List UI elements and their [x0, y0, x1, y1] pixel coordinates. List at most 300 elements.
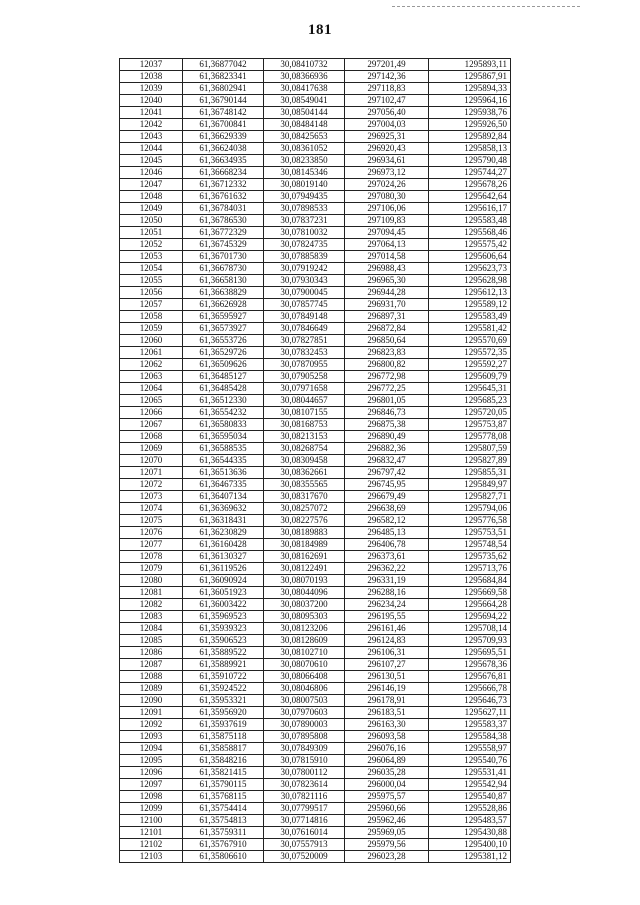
point-number-cell: 12084	[120, 623, 183, 635]
point-number-cell: 12052	[120, 239, 183, 251]
x-coordinate-cell: 297106,06	[345, 203, 429, 215]
table-row	[120, 311, 511, 323]
table-row	[120, 551, 511, 563]
latitude-cell: 61,35754414	[183, 803, 264, 815]
y-coordinate-cell: 1295669,58	[429, 587, 511, 599]
point-number-cell: 12079	[120, 563, 183, 575]
x-coordinate-cell: 296130,51	[345, 671, 429, 683]
table-row	[120, 59, 511, 71]
table-row	[120, 503, 511, 515]
point-number-cell: 12068	[120, 431, 183, 443]
longitude-cell: 30,08227576	[264, 515, 345, 527]
table-row	[120, 587, 511, 599]
latitude-cell: 61,35767910	[183, 839, 264, 851]
table-row	[120, 479, 511, 491]
latitude-cell: 61,36160428	[183, 539, 264, 551]
x-coordinate-cell: 296772,98	[345, 371, 429, 383]
point-number-cell: 12062	[120, 359, 183, 371]
x-coordinate-cell: 297102,47	[345, 95, 429, 107]
point-number-cell: 12100	[120, 815, 183, 827]
table-row	[120, 455, 511, 467]
longitude-cell: 30,08122491	[264, 563, 345, 575]
y-coordinate-cell: 1295778,08	[429, 431, 511, 443]
table-row	[120, 83, 511, 95]
latitude-cell: 61,36529726	[183, 347, 264, 359]
y-coordinate-cell: 1295713,76	[429, 563, 511, 575]
longitude-cell: 30,08366936	[264, 71, 345, 83]
point-number-cell: 12069	[120, 443, 183, 455]
longitude-cell: 30,08309458	[264, 455, 345, 467]
latitude-cell: 61,36553726	[183, 335, 264, 347]
latitude-cell: 61,36509626	[183, 359, 264, 371]
longitude-cell: 30,07919242	[264, 263, 345, 275]
longitude-cell: 30,07520009	[264, 851, 345, 863]
longitude-cell: 30,07557913	[264, 839, 345, 851]
point-number-cell: 12037	[120, 59, 183, 71]
latitude-cell: 61,35768115	[183, 791, 264, 803]
latitude-cell: 61,36634935	[183, 155, 264, 167]
point-number-cell: 12074	[120, 503, 183, 515]
x-coordinate-cell: 296925,31	[345, 131, 429, 143]
y-coordinate-cell: 1295531,41	[429, 767, 511, 779]
point-number-cell: 12083	[120, 611, 183, 623]
x-coordinate-cell: 296076,16	[345, 743, 429, 755]
x-coordinate-cell: 296872,84	[345, 323, 429, 335]
point-number-cell: 12071	[120, 467, 183, 479]
y-coordinate-cell: 1295776,58	[429, 515, 511, 527]
latitude-cell: 61,36003422	[183, 599, 264, 611]
point-number-cell: 12044	[120, 143, 183, 155]
latitude-cell: 61,36823341	[183, 71, 264, 83]
latitude-cell: 61,36090924	[183, 575, 264, 587]
longitude-cell: 30,07900045	[264, 287, 345, 299]
table-row	[120, 215, 511, 227]
latitude-cell: 61,36701730	[183, 251, 264, 263]
x-coordinate-cell: 297004,03	[345, 119, 429, 131]
x-coordinate-cell: 296875,38	[345, 419, 429, 431]
y-coordinate-cell: 1295606,64	[429, 251, 511, 263]
point-number-cell: 12073	[120, 491, 183, 503]
latitude-cell: 61,36485127	[183, 371, 264, 383]
x-coordinate-cell: 296183,51	[345, 707, 429, 719]
table-row	[120, 299, 511, 311]
latitude-cell: 61,35910722	[183, 671, 264, 683]
table-row	[120, 659, 511, 671]
x-coordinate-cell: 295962,46	[345, 815, 429, 827]
longitude-cell: 30,08007503	[264, 695, 345, 707]
y-coordinate-cell: 1295581,42	[429, 323, 511, 335]
longitude-cell: 30,08145346	[264, 167, 345, 179]
longitude-cell: 30,08484148	[264, 119, 345, 131]
y-coordinate-cell: 1295572,35	[429, 347, 511, 359]
x-coordinate-cell: 296850,64	[345, 335, 429, 347]
x-coordinate-cell: 296023,28	[345, 851, 429, 863]
x-coordinate-cell: 296331,19	[345, 575, 429, 587]
x-coordinate-cell: 296064,89	[345, 755, 429, 767]
point-number-cell: 12067	[120, 419, 183, 431]
longitude-cell: 30,08102710	[264, 647, 345, 659]
latitude-cell: 61,36544335	[183, 455, 264, 467]
longitude-cell: 30,07970603	[264, 707, 345, 719]
latitude-cell: 61,36629339	[183, 131, 264, 143]
table-row	[120, 575, 511, 587]
longitude-cell: 30,08417638	[264, 83, 345, 95]
longitude-cell: 30,08189883	[264, 527, 345, 539]
point-number-cell: 12093	[120, 731, 183, 743]
table-row	[120, 323, 511, 335]
y-coordinate-cell: 1295827,71	[429, 491, 511, 503]
y-coordinate-cell: 1295694,22	[429, 611, 511, 623]
table-row	[120, 755, 511, 767]
longitude-cell: 30,08184989	[264, 539, 345, 551]
x-coordinate-cell: 296163,30	[345, 719, 429, 731]
table-row	[120, 491, 511, 503]
latitude-cell: 61,35889522	[183, 647, 264, 659]
table-row	[120, 431, 511, 443]
longitude-cell: 30,07810032	[264, 227, 345, 239]
coordinates-table	[119, 58, 511, 863]
x-coordinate-cell: 296832,47	[345, 455, 429, 467]
x-coordinate-cell: 297064,13	[345, 239, 429, 251]
longitude-cell: 30,08410732	[264, 59, 345, 71]
y-coordinate-cell: 1295583,48	[429, 215, 511, 227]
x-coordinate-cell: 295979,56	[345, 839, 429, 851]
x-coordinate-cell: 296745,95	[345, 479, 429, 491]
longitude-cell: 30,07823614	[264, 779, 345, 791]
table-row	[120, 839, 511, 851]
point-number-cell: 12080	[120, 575, 183, 587]
y-coordinate-cell: 1295695,51	[429, 647, 511, 659]
longitude-cell: 30,08213153	[264, 431, 345, 443]
y-coordinate-cell: 1295676,81	[429, 671, 511, 683]
table-row	[120, 95, 511, 107]
point-number-cell: 12041	[120, 107, 183, 119]
point-number-cell: 12047	[120, 179, 183, 191]
table-row	[120, 359, 511, 371]
point-number-cell: 12049	[120, 203, 183, 215]
longitude-cell: 30,07971658	[264, 383, 345, 395]
table-row	[120, 155, 511, 167]
table-row	[120, 563, 511, 575]
latitude-cell: 61,35858817	[183, 743, 264, 755]
x-coordinate-cell: 297014,58	[345, 251, 429, 263]
point-number-cell: 12039	[120, 83, 183, 95]
latitude-cell: 61,36784031	[183, 203, 264, 215]
longitude-cell: 30,07895808	[264, 731, 345, 743]
y-coordinate-cell: 1295568,46	[429, 227, 511, 239]
y-coordinate-cell: 1295664,28	[429, 599, 511, 611]
longitude-cell: 30,07616014	[264, 827, 345, 839]
longitude-cell: 30,08128609	[264, 635, 345, 647]
longitude-cell: 30,07898533	[264, 203, 345, 215]
table-row	[120, 71, 511, 83]
x-coordinate-cell: 296944,28	[345, 287, 429, 299]
longitude-cell: 30,08168753	[264, 419, 345, 431]
header-rule	[392, 6, 580, 7]
x-coordinate-cell: 297142,36	[345, 71, 429, 83]
longitude-cell: 30,07930343	[264, 275, 345, 287]
latitude-cell: 61,35821415	[183, 767, 264, 779]
table-row	[120, 227, 511, 239]
longitude-cell: 30,08037200	[264, 599, 345, 611]
longitude-cell: 30,08361052	[264, 143, 345, 155]
longitude-cell: 30,08504144	[264, 107, 345, 119]
page-number: 181	[308, 22, 332, 38]
longitude-cell: 30,07870955	[264, 359, 345, 371]
y-coordinate-cell: 1295645,31	[429, 383, 511, 395]
point-number-cell: 12048	[120, 191, 183, 203]
latitude-cell: 61,35969523	[183, 611, 264, 623]
latitude-cell: 61,36119526	[183, 563, 264, 575]
latitude-cell: 61,36230829	[183, 527, 264, 539]
y-coordinate-cell: 1295430,88	[429, 827, 511, 839]
longitude-cell: 30,07885839	[264, 251, 345, 263]
table-row	[120, 119, 511, 131]
longitude-cell: 30,08095303	[264, 611, 345, 623]
longitude-cell: 30,07846649	[264, 323, 345, 335]
x-coordinate-cell: 296934,61	[345, 155, 429, 167]
x-coordinate-cell: 296846,73	[345, 407, 429, 419]
point-number-cell: 12040	[120, 95, 183, 107]
latitude-cell: 61,36712332	[183, 179, 264, 191]
point-number-cell: 12054	[120, 263, 183, 275]
point-number-cell: 12076	[120, 527, 183, 539]
y-coordinate-cell: 1295794,06	[429, 503, 511, 515]
point-number-cell: 12051	[120, 227, 183, 239]
x-coordinate-cell: 296146,19	[345, 683, 429, 695]
point-number-cell: 12050	[120, 215, 183, 227]
point-number-cell: 12091	[120, 707, 183, 719]
latitude-cell: 61,36318431	[183, 515, 264, 527]
latitude-cell: 61,35790115	[183, 779, 264, 791]
latitude-cell: 61,36700841	[183, 119, 264, 131]
longitude-cell: 30,08019140	[264, 179, 345, 191]
table-row	[120, 263, 511, 275]
x-coordinate-cell: 295975,57	[345, 791, 429, 803]
table-row	[120, 539, 511, 551]
y-coordinate-cell: 1295584,38	[429, 731, 511, 743]
point-number-cell: 12078	[120, 551, 183, 563]
point-number-cell: 12103	[120, 851, 183, 863]
y-coordinate-cell: 1295612,13	[429, 287, 511, 299]
y-coordinate-cell: 1295735,62	[429, 551, 511, 563]
table-row	[120, 335, 511, 347]
table-row	[120, 599, 511, 611]
point-number-cell: 12046	[120, 167, 183, 179]
latitude-cell: 61,36802941	[183, 83, 264, 95]
x-coordinate-cell: 296288,16	[345, 587, 429, 599]
latitude-cell: 61,36626928	[183, 299, 264, 311]
table-row	[120, 671, 511, 683]
point-number-cell: 12060	[120, 335, 183, 347]
x-coordinate-cell: 296988,43	[345, 263, 429, 275]
x-coordinate-cell: 296161,46	[345, 623, 429, 635]
latitude-cell: 61,36513636	[183, 467, 264, 479]
longitude-cell: 30,08123206	[264, 623, 345, 635]
y-coordinate-cell: 1295748,54	[429, 539, 511, 551]
point-number-cell: 12097	[120, 779, 183, 791]
longitude-cell: 30,07849309	[264, 743, 345, 755]
y-coordinate-cell: 1295827,89	[429, 455, 511, 467]
y-coordinate-cell: 1295609,79	[429, 371, 511, 383]
x-coordinate-cell: 296638,69	[345, 503, 429, 515]
y-coordinate-cell: 1295684,84	[429, 575, 511, 587]
point-number-cell: 12063	[120, 371, 183, 383]
y-coordinate-cell: 1295583,49	[429, 311, 511, 323]
longitude-cell: 30,07905258	[264, 371, 345, 383]
point-number-cell: 12055	[120, 275, 183, 287]
y-coordinate-cell: 1295753,51	[429, 527, 511, 539]
x-coordinate-cell: 296823,83	[345, 347, 429, 359]
point-number-cell: 12057	[120, 299, 183, 311]
y-coordinate-cell: 1295558,97	[429, 743, 511, 755]
latitude-cell: 61,36580833	[183, 419, 264, 431]
latitude-cell: 61,36407134	[183, 491, 264, 503]
point-number-cell: 12038	[120, 71, 183, 83]
table-row	[120, 827, 511, 839]
latitude-cell: 61,35939323	[183, 623, 264, 635]
x-coordinate-cell: 296772,25	[345, 383, 429, 395]
x-coordinate-cell: 296931,70	[345, 299, 429, 311]
point-number-cell: 12082	[120, 599, 183, 611]
point-number-cell: 12094	[120, 743, 183, 755]
x-coordinate-cell: 297201,49	[345, 59, 429, 71]
point-number-cell: 12070	[120, 455, 183, 467]
point-number-cell: 12058	[120, 311, 183, 323]
x-coordinate-cell: 296801,05	[345, 395, 429, 407]
point-number-cell: 12045	[120, 155, 183, 167]
latitude-cell: 61,35806610	[183, 851, 264, 863]
table-row	[120, 443, 511, 455]
y-coordinate-cell: 1295589,12	[429, 299, 511, 311]
latitude-cell: 61,36638829	[183, 287, 264, 299]
longitude-cell: 30,08355565	[264, 479, 345, 491]
longitude-cell: 30,07800112	[264, 767, 345, 779]
longitude-cell: 30,07714816	[264, 815, 345, 827]
y-coordinate-cell: 1295685,23	[429, 395, 511, 407]
point-number-cell: 12064	[120, 383, 183, 395]
latitude-cell: 61,35875118	[183, 731, 264, 743]
table-row	[120, 719, 511, 731]
latitude-cell: 61,36595927	[183, 311, 264, 323]
table-row	[120, 107, 511, 119]
y-coordinate-cell: 1295709,93	[429, 635, 511, 647]
longitude-cell: 30,07824735	[264, 239, 345, 251]
x-coordinate-cell: 296093,58	[345, 731, 429, 743]
table-row	[120, 239, 511, 251]
point-number-cell: 12056	[120, 287, 183, 299]
longitude-cell: 30,08257072	[264, 503, 345, 515]
table-row	[120, 635, 511, 647]
latitude-cell: 61,36624038	[183, 143, 264, 155]
latitude-cell: 61,35956920	[183, 707, 264, 719]
point-number-cell: 12077	[120, 539, 183, 551]
latitude-cell: 61,36745329	[183, 239, 264, 251]
table-row	[120, 743, 511, 755]
point-number-cell: 12090	[120, 695, 183, 707]
table-row	[120, 371, 511, 383]
y-coordinate-cell: 1295592,27	[429, 359, 511, 371]
table-row	[120, 611, 511, 623]
x-coordinate-cell: 297094,45	[345, 227, 429, 239]
coordinates-table-body	[120, 59, 511, 863]
point-number-cell: 12096	[120, 767, 183, 779]
latitude-cell: 61,35953321	[183, 695, 264, 707]
table-row	[120, 203, 511, 215]
table-row	[120, 275, 511, 287]
x-coordinate-cell: 296897,31	[345, 311, 429, 323]
x-coordinate-cell: 296234,24	[345, 599, 429, 611]
longitude-cell: 30,08362661	[264, 467, 345, 479]
x-coordinate-cell: 296485,13	[345, 527, 429, 539]
table-row	[120, 383, 511, 395]
latitude-cell: 61,36595034	[183, 431, 264, 443]
y-coordinate-cell: 1295790,48	[429, 155, 511, 167]
table-row	[120, 851, 511, 863]
point-number-cell: 12095	[120, 755, 183, 767]
y-coordinate-cell: 1295753,87	[429, 419, 511, 431]
table-row	[120, 407, 511, 419]
table-row	[120, 347, 511, 359]
longitude-cell: 30,07857745	[264, 299, 345, 311]
table-row	[120, 683, 511, 695]
x-coordinate-cell: 296800,82	[345, 359, 429, 371]
point-number-cell: 12087	[120, 659, 183, 671]
longitude-cell: 30,08046806	[264, 683, 345, 695]
latitude-cell: 61,36554232	[183, 407, 264, 419]
y-coordinate-cell: 1295627,11	[429, 707, 511, 719]
y-coordinate-cell: 1295938,76	[429, 107, 511, 119]
x-coordinate-cell: 297118,83	[345, 83, 429, 95]
latitude-cell: 61,36761632	[183, 191, 264, 203]
y-coordinate-cell: 1295867,91	[429, 71, 511, 83]
x-coordinate-cell: 297109,83	[345, 215, 429, 227]
y-coordinate-cell: 1295540,87	[429, 791, 511, 803]
latitude-cell: 61,36369632	[183, 503, 264, 515]
point-number-cell: 12099	[120, 803, 183, 815]
table-row	[120, 779, 511, 791]
point-number-cell: 12061	[120, 347, 183, 359]
latitude-cell: 61,35759311	[183, 827, 264, 839]
y-coordinate-cell: 1295678,26	[429, 179, 511, 191]
point-number-cell: 12059	[120, 323, 183, 335]
latitude-cell: 61,36130327	[183, 551, 264, 563]
point-number-cell: 12053	[120, 251, 183, 263]
table-row	[120, 647, 511, 659]
y-coordinate-cell: 1295744,27	[429, 167, 511, 179]
longitude-cell: 30,07827851	[264, 335, 345, 347]
x-coordinate-cell: 296178,91	[345, 695, 429, 707]
y-coordinate-cell: 1295892,84	[429, 131, 511, 143]
latitude-cell: 61,36877042	[183, 59, 264, 71]
point-number-cell: 12072	[120, 479, 183, 491]
y-coordinate-cell: 1295628,98	[429, 275, 511, 287]
table-row	[120, 515, 511, 527]
x-coordinate-cell: 295969,05	[345, 827, 429, 839]
longitude-cell: 30,08317670	[264, 491, 345, 503]
latitude-cell: 61,36790144	[183, 95, 264, 107]
latitude-cell: 61,36748142	[183, 107, 264, 119]
x-coordinate-cell: 297056,40	[345, 107, 429, 119]
y-coordinate-cell: 1295623,73	[429, 263, 511, 275]
latitude-cell: 61,35889921	[183, 659, 264, 671]
point-number-cell: 12098	[120, 791, 183, 803]
latitude-cell: 61,35906523	[183, 635, 264, 647]
y-coordinate-cell: 1295894,33	[429, 83, 511, 95]
y-coordinate-cell: 1295575,42	[429, 239, 511, 251]
point-number-cell: 12081	[120, 587, 183, 599]
point-number-cell: 12088	[120, 671, 183, 683]
